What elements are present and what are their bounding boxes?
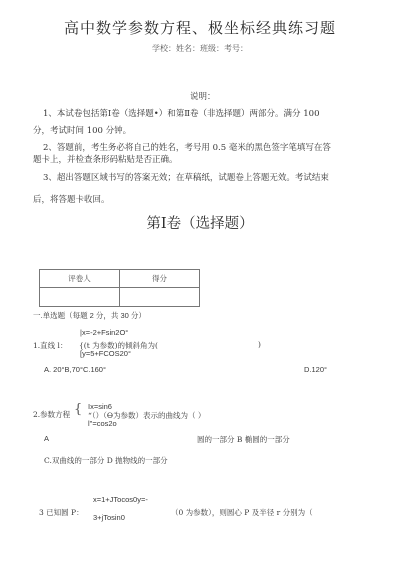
q2-option-a: A <box>44 434 50 443</box>
instruction-1-line-1: 1、本试卷包括第Ⅰ卷（选择题•）和第Ⅱ卷（非选择题）两部分。满分 100 <box>43 109 320 119</box>
instruction-3-line-1: 3、超出答题区域书写的答案无效；在草稿纸，试题卷上答题无效。考试结束 <box>43 173 329 183</box>
q1-equation-line-3: [y=5+FCOS20° <box>80 349 131 358</box>
q2-option-b: 圆的一部分 B 椭圆的一部分 <box>197 435 290 444</box>
q2-options-cd: C.双曲线的一部分 D 抛物线的一部分 <box>44 456 168 465</box>
score-cell <box>120 288 200 307</box>
grader-header: 评卷人 <box>40 270 120 288</box>
q1-option-d: D.120° <box>304 365 328 374</box>
score-table <box>39 269 200 307</box>
part-one-title: 第Ⅰ卷（选择题） <box>146 216 254 232</box>
instruction-2-line-1: 2、答题前，考生务必将自己的姓名，考号用 0.5 毫米的黑色签字笔填写在答 <box>43 143 331 153</box>
q2-equation-line-1: Ix=sin6 <box>88 402 112 411</box>
school-info-line: 学校：姓名：班级：考号： <box>152 44 248 53</box>
section-heading: 一.单选题（每题 2 分，共 30 分） <box>33 311 146 320</box>
instructions-heading: 说明： <box>190 92 216 102</box>
score-header: 得分 <box>120 270 200 288</box>
q1-options-abc: A. 20°B,70°C.160° <box>44 365 106 374</box>
q3-prefix: 3 已知圆 P： <box>39 508 84 517</box>
q2-equation-line-2: “（）（Ɵ为参数）表示的曲线为（ ） <box>88 411 206 420</box>
q1-prefix: 1.直线 l： <box>33 341 68 350</box>
instruction-1-line-2: 分，考试时间 100 分钟。 <box>33 126 132 136</box>
q2-brace: { <box>74 402 83 417</box>
document-title: 高中数学参数方程、极坐标经典练习题 <box>63 19 336 37</box>
q1-equation-line-1: |x=-2+Fsin2O° <box>80 328 129 337</box>
q3-equation-line-2: 3+jTosin0 <box>93 513 125 522</box>
q1-paren-close: ) <box>258 340 261 349</box>
q1-equation-line-2: {(t 为参数)的倾斜角为( <box>79 341 158 350</box>
instruction-2-line-2: 题卡上，并检查条形码粘贴是否正确。 <box>33 155 178 165</box>
grader-cell <box>40 288 120 307</box>
instruction-3-line-2: 后，将答题卡收回。 <box>33 195 110 205</box>
q2-prefix: 2.参数方程 <box>33 410 71 419</box>
q3-text: （0 为参数），则圆心 P 及半径 r 分别为（ <box>171 508 313 517</box>
q3-equation-line-1: x=1+JTocos0y=- <box>93 495 148 504</box>
q2-equation-line-3: l"=cos2o <box>88 419 117 428</box>
